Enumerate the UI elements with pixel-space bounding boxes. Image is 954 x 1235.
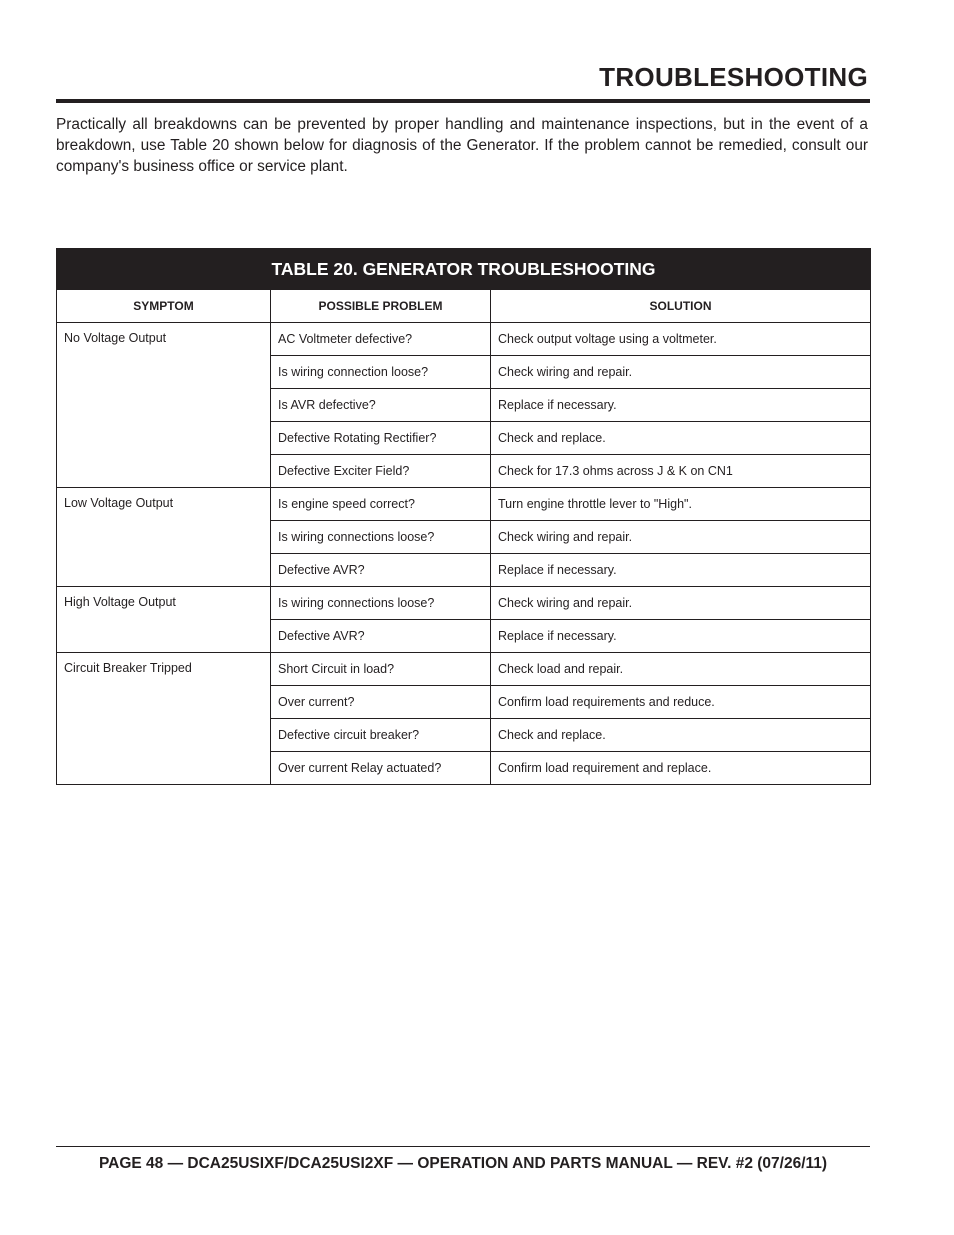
- solution-cell: Check wiring and repair.: [491, 521, 871, 554]
- problem-cell: Is AVR defective?: [271, 389, 491, 422]
- solution-cell: Replace if necessary.: [491, 554, 871, 587]
- solution-cell: Check for 17.3 ohms across J & K on CN1: [491, 455, 871, 488]
- solution-cell: Replace if necessary.: [491, 389, 871, 422]
- symptom-cell: No Voltage Output: [57, 323, 271, 488]
- solution-cell: Check and replace.: [491, 719, 871, 752]
- troubleshooting-table: [56, 248, 871, 785]
- solution-cell: Check load and repair.: [491, 653, 871, 686]
- table-row: [57, 587, 871, 620]
- table-row: [57, 488, 871, 521]
- table-caption: TABLE 20. GENERATOR TROUBLESHOOTING: [57, 249, 871, 290]
- problem-cell: Is wiring connections loose?: [271, 587, 491, 620]
- problem-cell: Defective AVR?: [271, 554, 491, 587]
- symptom-cell: High Voltage Output: [57, 587, 271, 653]
- table-row: [57, 653, 871, 686]
- solution-cell: Check wiring and repair.: [491, 356, 871, 389]
- solution-cell: Check wiring and repair.: [491, 587, 871, 620]
- solution-cell: Turn engine throttle lever to "High".: [491, 488, 871, 521]
- solution-cell: Confirm load requirements and reduce.: [491, 686, 871, 719]
- symptom-cell: Circuit Breaker Tripped: [57, 653, 271, 785]
- problem-cell: Is wiring connection loose?: [271, 356, 491, 389]
- title-divider: [56, 99, 870, 103]
- solution-cell: Check output voltage using a voltmeter.: [491, 323, 871, 356]
- problem-cell: Is engine speed correct?: [271, 488, 491, 521]
- intro-paragraph: Practically all breakdowns can be prevented by proper handling and maintenance inspections, but in the event of a breakdown, use Table 20 shown below for diagnosis of the Generator. If the problem cannot be remedied, consult our company's business office or service plant.: [56, 116, 868, 175]
- footer-divider: [56, 1146, 870, 1147]
- problem-cell: Defective AVR?: [271, 620, 491, 653]
- problem-cell: Short Circuit in load?: [271, 653, 491, 686]
- problem-cell: Over current?: [271, 686, 491, 719]
- problem-cell: Defective Exciter Field?: [271, 455, 491, 488]
- page-footer: PAGE 48 — DCA25USIXF/DCA25USI2XF — OPERATION AND PARTS MANUAL — REV. #2 (07/26/11): [98, 1155, 828, 1172]
- table-row: [57, 323, 871, 356]
- problem-cell: Defective Rotating Rectifier?: [271, 422, 491, 455]
- symptom-cell: Low Voltage Output: [57, 488, 271, 587]
- column-header-solution: SOLUTION: [491, 290, 871, 323]
- problem-cell: AC Voltmeter defective?: [271, 323, 491, 356]
- problem-cell: Defective circuit breaker?: [271, 719, 491, 752]
- column-header-possible-problem: POSSIBLE PROBLEM: [271, 290, 491, 323]
- page-title: TROUBLESHOOTING: [599, 62, 868, 92]
- solution-cell: Confirm load requirement and replace.: [491, 752, 871, 785]
- column-header-symptom: SYMPTOM: [57, 290, 271, 323]
- problem-cell: Is wiring connections loose?: [271, 521, 491, 554]
- problem-cell: Over current Relay actuated?: [271, 752, 491, 785]
- solution-cell: Replace if necessary.: [491, 620, 871, 653]
- solution-cell: Check and replace.: [491, 422, 871, 455]
